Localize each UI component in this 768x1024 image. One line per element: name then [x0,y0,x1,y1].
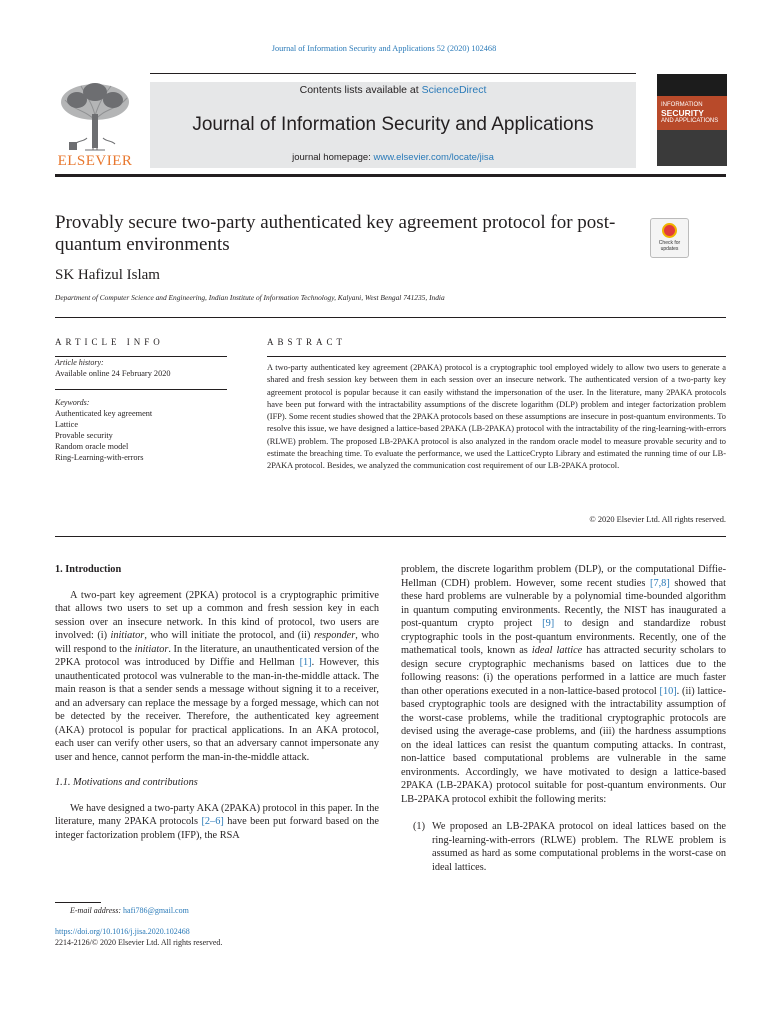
text-run: showed that these hard problems are vulnerable by a polynomial time-bounded algorithm in quantum computing environments. Recently, the NIST has inaugurated a post-quantum crypto project [401,577,726,629]
text-run: problem, the discrete logarithm problem (DLP), or the computational Diffie-Hellman (CDH) problem. However, some recent studies [401,564,726,589]
text-run: to design and standardize robust cryptographic tools in the post-quantum environments. Recently, one of the mathematical tools, known as [401,618,726,656]
contents-line [150,84,636,96]
abstract-bottom-rule [55,536,726,537]
email-footnote [70,906,189,915]
text-run: We have designed a two-party AKA (2PAKA) protocol in this paper. In the literature, many 2PAKA protocols [55,802,379,827]
check-for-updates-button[interactable] [650,218,689,258]
issn-copyright: 2214-2126/© 2020 Elsevier Ltd. All rights reserved. [55,938,223,947]
keywords-label: Keywords: [55,398,90,407]
paragraph [55,802,379,843]
article-info-heading: ARTICLE INFO [55,337,164,347]
emphasis-initiator: initiator [110,630,145,641]
article-title: Provably secure two-party authenticated key agreement protocol for post-quantum environments [55,212,616,255]
author-name: SK Hafizul Islam [55,267,160,283]
doi-link[interactable]: https://doi.org/10.1016/j.jisa.2020.102468 [55,927,190,936]
journal-reference[interactable]: Journal of Information Security and Applications 52 (2020) 102468 [271,44,497,53]
keyword-item: Lattice [55,420,79,429]
text-run: , who will respond to the [55,630,379,655]
abstract-copyright: © 2020 Elsevier Ltd. All rights reserved. [589,515,726,524]
tree-icon [55,80,135,152]
abstract-text: A two-party authenticated key agreement (2PAKA) protocol is a cryptographic tool employed widely to allow two users to generate a shared and fresh session key between them in each session over an insecure network. The authenticated version of a two-party key agreement protocol is popular because it can easily withstand the impersonation of the user. In the literature, many 2PAKA protocols have been put forward with the intractability assumptions of the discrete logarithm (DLP) problem and integer factorization problem (IFP). Some recent studies showed that the 2PAKA protocols based on these assumptions are insecure in post-quantum environments. To resolve this issue, we have designed a lattice-based 2PAKA (LB-2PAKA) protocol with the intractability of the ring-learning-with-errors (RLWE) problem. The proposed LB-2PAKA protocol is also analyzed in the random oracle model to measure provable security and to estimate the breaching time. To evaluate the performance, we used the LatticeCrypto Library and estimated the running time of our LB-2PAKA protocol. Besides, we analyzed the communication cost requirement of our LB-2PAKA protocol. [267,363,726,471]
list-number: (1) [413,821,426,832]
citation-link[interactable]: [2–6] [201,816,224,827]
paragraph [401,563,726,806]
citation-link[interactable]: [9] [542,618,555,629]
text-run: , who will initiate the protocol, and (ii) [144,630,314,641]
publisher-name: ELSEVIER [57,153,133,169]
text-run: . (ii) lattice-based cryptographic tools are designed with the intractability assumption of the worst-case problems, while the traditional cryptographic protocols are devised using the average-case problems, and (iii) the hardness assumptions on the ideal lattices can resist the quantum computing attacks. In contrast, non-lattice based computational problems are vulnerable in the same environments. Accordingly, we have motivated to design a lattice-based 2PAKA (LB-2PAKA) protocol suitable for post-quantum environments. Our LB-2PAKA protocol exhibit the following merits: [401,685,726,805]
check-updates-line2: updates [660,245,679,252]
homepage-prefix: journal homepage: [292,152,374,163]
emphasis-ideal-lattice: ideal lattice [531,645,583,656]
citation-link[interactable]: [1] [299,657,312,668]
article-info-box [55,357,227,463]
header-bottom-rule [55,174,726,177]
section-heading-introduction: 1. Introduction [55,564,122,575]
abstract-rule [267,356,726,357]
email-link[interactable]: hafi786@gmail.com [123,906,189,915]
title-bottom-rule [55,317,726,318]
keyword-item: Provable security [55,431,113,440]
cover-small-text: INFORMATION [661,102,703,108]
emphasis-initiator: initiator [134,643,169,655]
paragraph [55,589,379,765]
subsection-heading-motivations: 1.1. Motivations and contributions [55,777,198,788]
update-icon [662,223,677,238]
text-run: has attracted security scholars to design secure cryptographic mechanisms based on lattices due to the following reasons: (i) the operations performed in a lattice are much faster than other operations executed in a non-lattice-based protocol [401,645,726,697]
citation-link[interactable]: [7,8] [650,577,670,589]
body-column-left [55,563,379,842]
history-value: Available online 24 February 2020 [55,369,171,378]
keyword-item: Ring-Learning-with-errors [55,453,144,462]
text-run: . In the literature, an unauthenticated version of the 2PKA protocol was introduced by Diffie and Hellman [55,643,379,668]
list-text: We proposed an LB-2PAKA protocol on ideal lattices based on the ring-learning-with-errors (RLWE) problem. The RLWE problem is assumed as hard as some computational problems in the worst-case on ideal lattices. [432,821,726,873]
text-run: . However, this unauthenticated protocol was vulnerable to the man-in-the-middle attack. The main reason is that a sender sends a message without signing it to a receiver, and an adversary can replace the message by a forged message, which can not be detected by the receiver. Therefore, the authenticated key agreement (AKA) protocol is popular for practical applications. In an AKA protocol, each user can verify other users, so that an adversary cannot impersonate any user and hence, cannot perform the man-in-the-middle attack. [55,657,379,763]
keyword-item: Authenticated key agreement [55,409,153,418]
cover-sub-text: AND APPLICATIONS [661,118,719,124]
elsevier-logo [55,80,135,170]
email-label: E-mail address: [70,906,124,915]
emphasis-responder: responder [313,630,356,641]
history-label: Article history: [55,358,104,367]
homepage-line [150,152,636,163]
keyword-item: Random oracle model [55,442,129,451]
sciencedirect-link[interactable]: ScienceDirect [421,84,487,96]
contents-prefix: Contents lists available at [299,84,422,96]
journal-title: Journal of Information Security and Applications [192,114,594,135]
check-updates-line1: Check for [658,240,681,246]
citation-link[interactable]: [10] [659,685,677,697]
footnote-rule [55,902,101,903]
body-column-right [401,563,726,874]
header-top-rule [150,73,636,74]
text-run: A two-part key agreement (2PKA) protocol is a cryptographic primitive that allows two users to set up a common and fresh session key in each session over an insecure network. In this kind of protocol, two users are involved: (i) [55,589,379,641]
author-affiliation: Department of Computer Science and Engineering, Indian Institute of Information Technology, Kalyani, West Bengal 741235, India [55,293,445,302]
journal-banner [150,82,636,168]
abstract-heading: ABSTRACT [267,337,347,347]
text-run: have been put forward based on the integer factorization problem (IFP), the RSA [55,816,379,841]
journal-cover-image [657,74,727,166]
cover-big-text: SECURITY [661,108,704,118]
list-item [401,820,726,874]
homepage-link[interactable]: www.elsevier.com/locate/jisa [373,152,494,163]
